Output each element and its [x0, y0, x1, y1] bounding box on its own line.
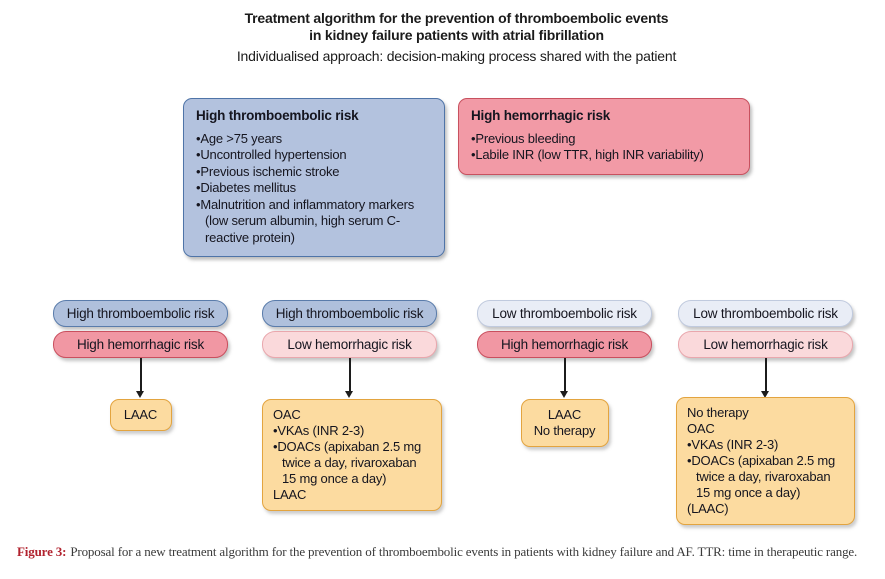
figure-title-line1: Treatment algorithm for the prevention of thromboembolic events	[244, 10, 669, 26]
decision-column-3	[477, 300, 652, 438]
outcome-box	[262, 399, 442, 511]
decision-column-1	[53, 300, 228, 422]
down-arrow-icon	[349, 358, 351, 391]
thromboembolic-risk-pill: Low thromboembolic risk	[678, 300, 853, 327]
hemorrhagic-risk-pill: Low hemorrhagic risk	[678, 331, 853, 358]
risk-bullet: • Malnutrition and inflammatory markers (low serum albumin, high serum C-reactive protein)	[196, 197, 432, 247]
thromboembolic-risk-pill: High thromboembolic risk	[53, 300, 228, 327]
figure-title-line2: in kidney failure patients with atrial fibrillation	[309, 27, 604, 43]
risk-bullet: • Previous ischemic stroke	[196, 164, 432, 181]
thromboembolic-risk-pill: Low thromboembolic risk	[477, 300, 652, 327]
outcome-box	[676, 397, 855, 525]
outcome-line: • VKAs (INR 2-3)	[273, 423, 431, 439]
hemorrhagic-risk-pill: Low hemorrhagic risk	[262, 331, 437, 358]
figure-label: Figure 3:	[17, 544, 67, 559]
outcome-line: OAC	[687, 421, 715, 436]
thromboembolic-risk-pill: High thromboembolic risk	[262, 300, 437, 327]
figure-caption	[17, 544, 875, 560]
risk-bullet: • Uncontrolled hypertension	[196, 147, 432, 164]
panel-title: High hemorrhagic risk	[471, 108, 611, 123]
outcome-line: LAAC	[547, 407, 582, 422]
panel-title: High thromboembolic risk	[196, 108, 359, 123]
outcome-line: No therapy	[533, 423, 596, 438]
figure-caption-text: Proposal for a new treatment algorithm for the prevention of thromboembolic events in patients with kidney failure and AF. TTR: time in therapeutic range.	[70, 544, 858, 559]
risk-bullet: • Previous bleeding	[471, 131, 737, 148]
high-hemorrhagic-risk-panel	[458, 98, 750, 175]
outcome-line: • VKAs (INR 2-3)	[687, 437, 844, 453]
outcome-line: OAC	[273, 407, 301, 422]
decision-column-2	[262, 300, 437, 502]
down-arrow-icon	[140, 358, 142, 391]
high-thromboembolic-risk-panel	[183, 98, 445, 257]
risk-bullet: • Age >75 years	[196, 131, 432, 148]
risk-bullet: • Labile INR (low TTR, high INR variability)	[471, 147, 737, 164]
outcome-line: LAAC	[123, 407, 158, 422]
outcome-line: • DOACs (apixaban 2.5 mg twice a day, rivaroxaban 15 mg once a day)	[273, 439, 431, 487]
hemorrhagic-risk-pill: High hemorrhagic risk	[477, 331, 652, 358]
outcome-line: (LAAC)	[687, 501, 729, 516]
outcome-box	[521, 399, 609, 447]
figure-title	[0, 10, 885, 44]
outcome-line: • DOACs (apixaban 2.5 mg twice a day, rivaroxaban 15 mg once a day)	[687, 453, 844, 501]
outcome-box	[110, 399, 172, 431]
outcome-line: LAAC	[273, 487, 307, 502]
down-arrow-icon	[765, 358, 767, 391]
down-arrow-icon	[564, 358, 566, 391]
risk-bullet: • Diabetes mellitus	[196, 180, 432, 197]
decision-column-4	[678, 300, 853, 516]
hemorrhagic-risk-pill: High hemorrhagic risk	[53, 331, 228, 358]
figure-subtitle: Individualised approach: decision-making process shared with the patient	[236, 48, 677, 64]
outcome-line: No therapy	[687, 405, 749, 420]
